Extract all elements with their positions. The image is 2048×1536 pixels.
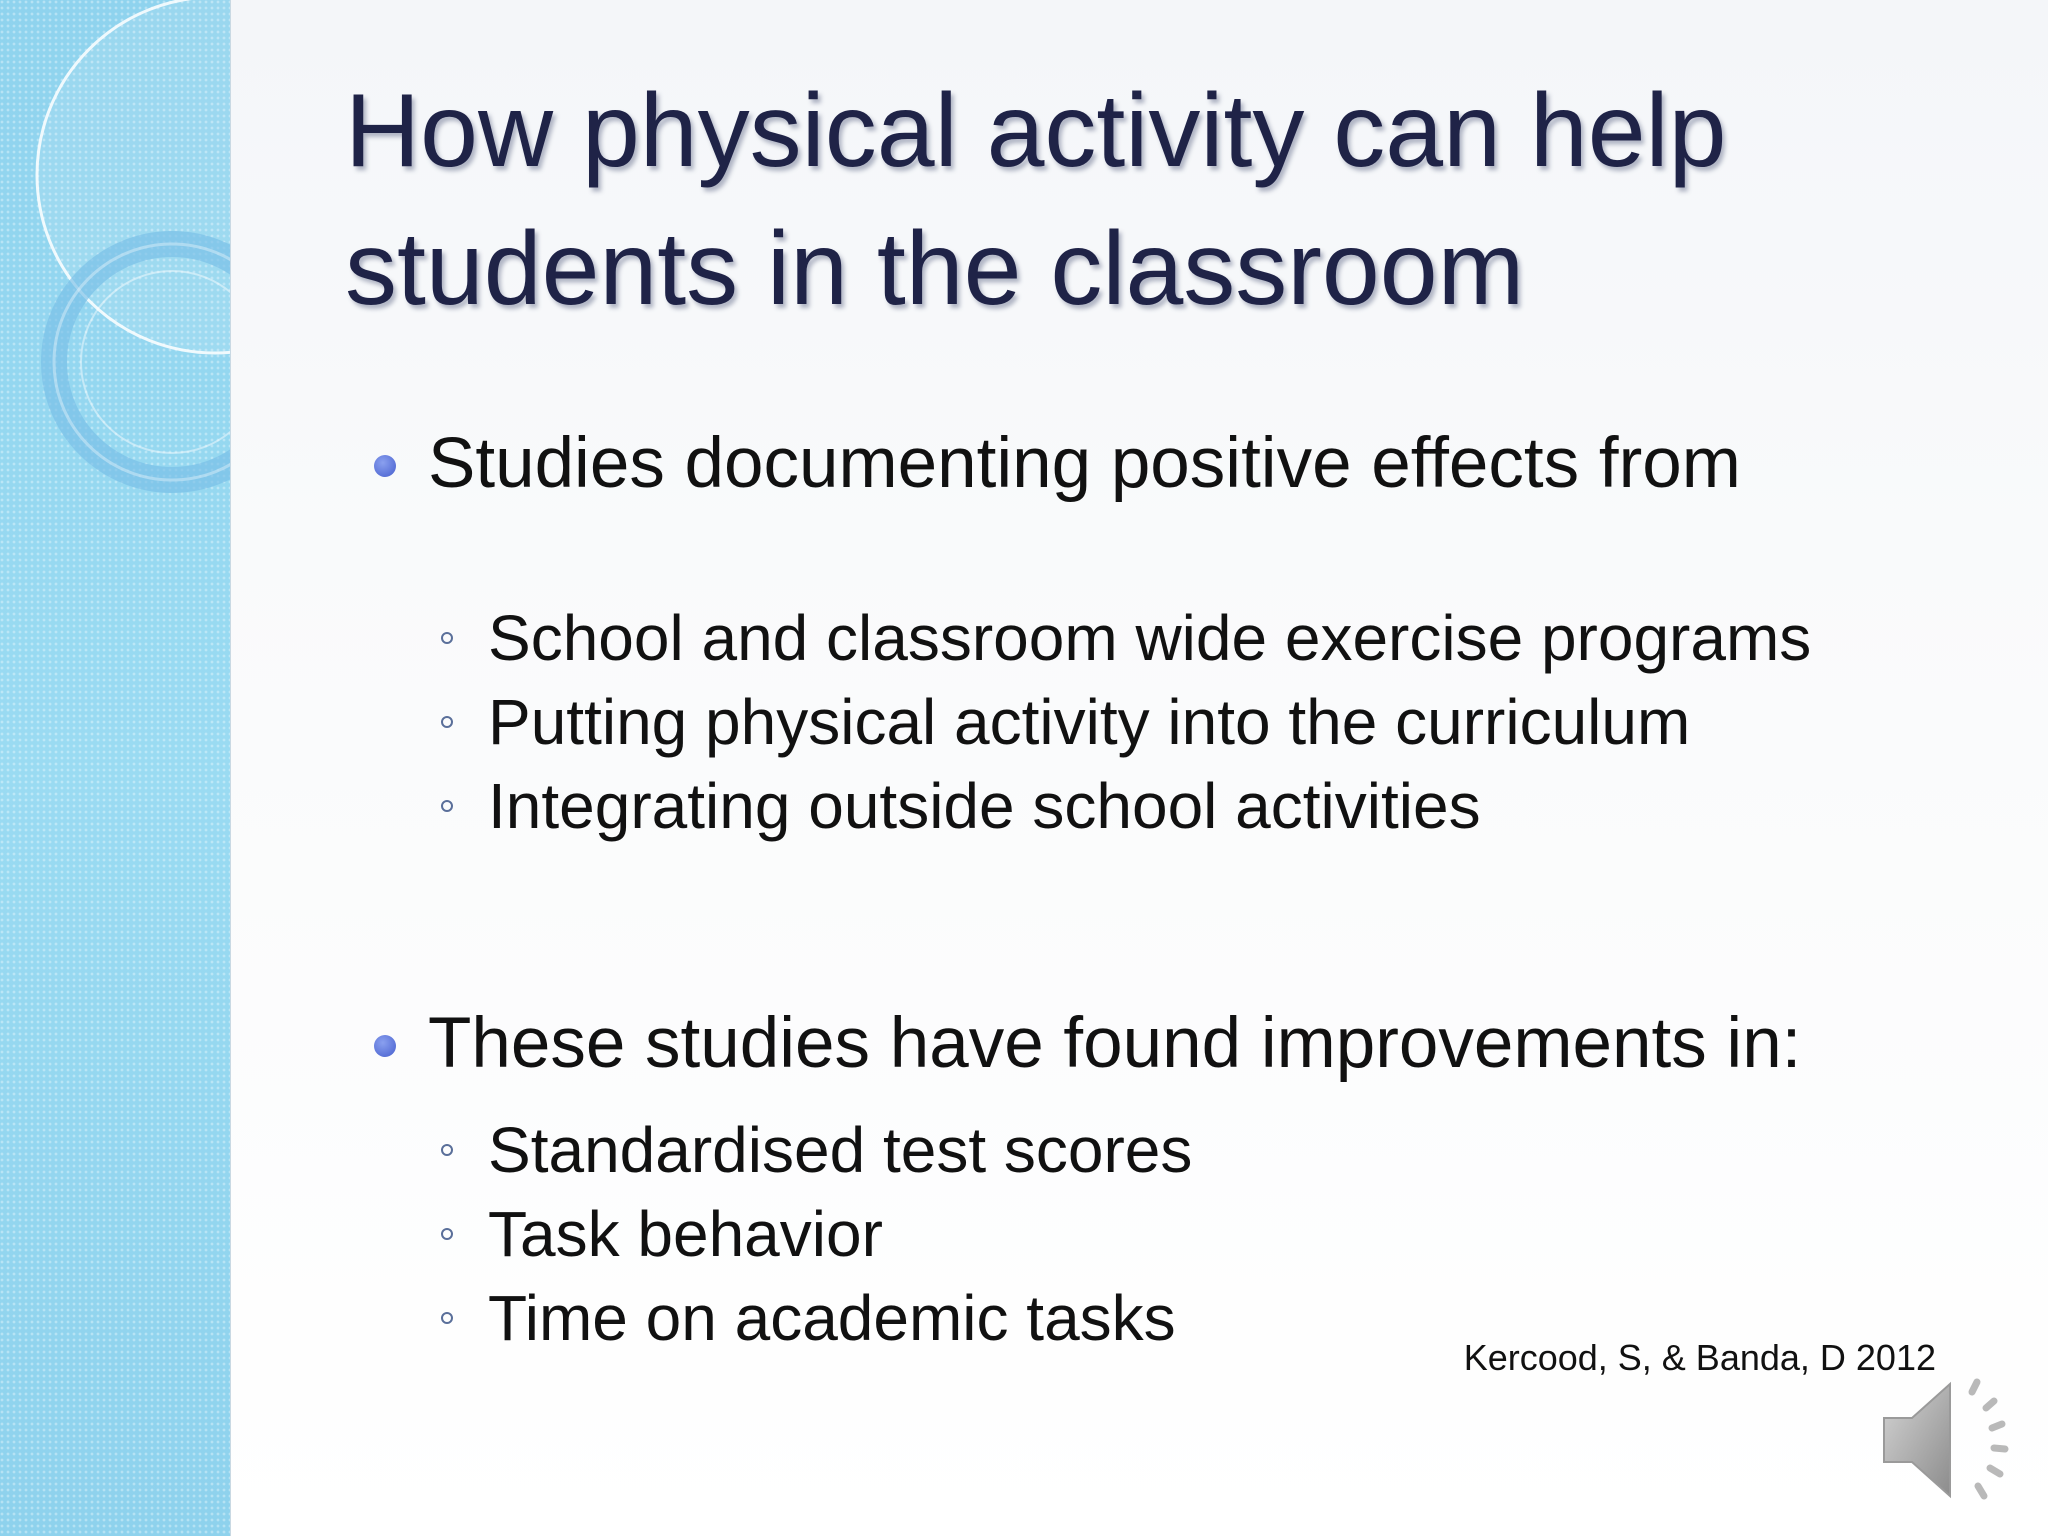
speaker-icon[interactable] [1880,1370,2030,1510]
sub-bullet-item: School and classroom wide exercise programs [488,602,1812,674]
sub-bullet-ring [441,1228,453,1240]
sub-bullet-ring [441,632,453,644]
citation: Kercood, S, & Banda, D 2012 [1463,1337,1936,1378]
sub-bullet-ring [441,716,453,728]
sub-bullet-item: Time on academic tasks [488,1282,1176,1354]
bullet-dot [374,1035,396,1057]
bullet-dot [374,455,396,477]
slide-title: How physical activity can help students in the classroom [345,73,1727,327]
decorative-circles [0,0,230,520]
sub-bullet-item: Putting physical activity into the curriculum [488,686,1691,758]
bullet-item: Studies documenting positive effects from [428,424,1741,503]
sub-bullet-item: Integrating outside school activities [488,770,1481,842]
sub-bullet-item: Task behavior [488,1198,883,1270]
sub-bullet-ring [441,1312,453,1324]
sub-bullet-ring [441,800,453,812]
sub-bullet-ring [441,1144,453,1156]
sub-bullet-item: Standardised test scores [488,1114,1193,1186]
bullet-item: These studies have found improvements in: [428,1004,1802,1083]
